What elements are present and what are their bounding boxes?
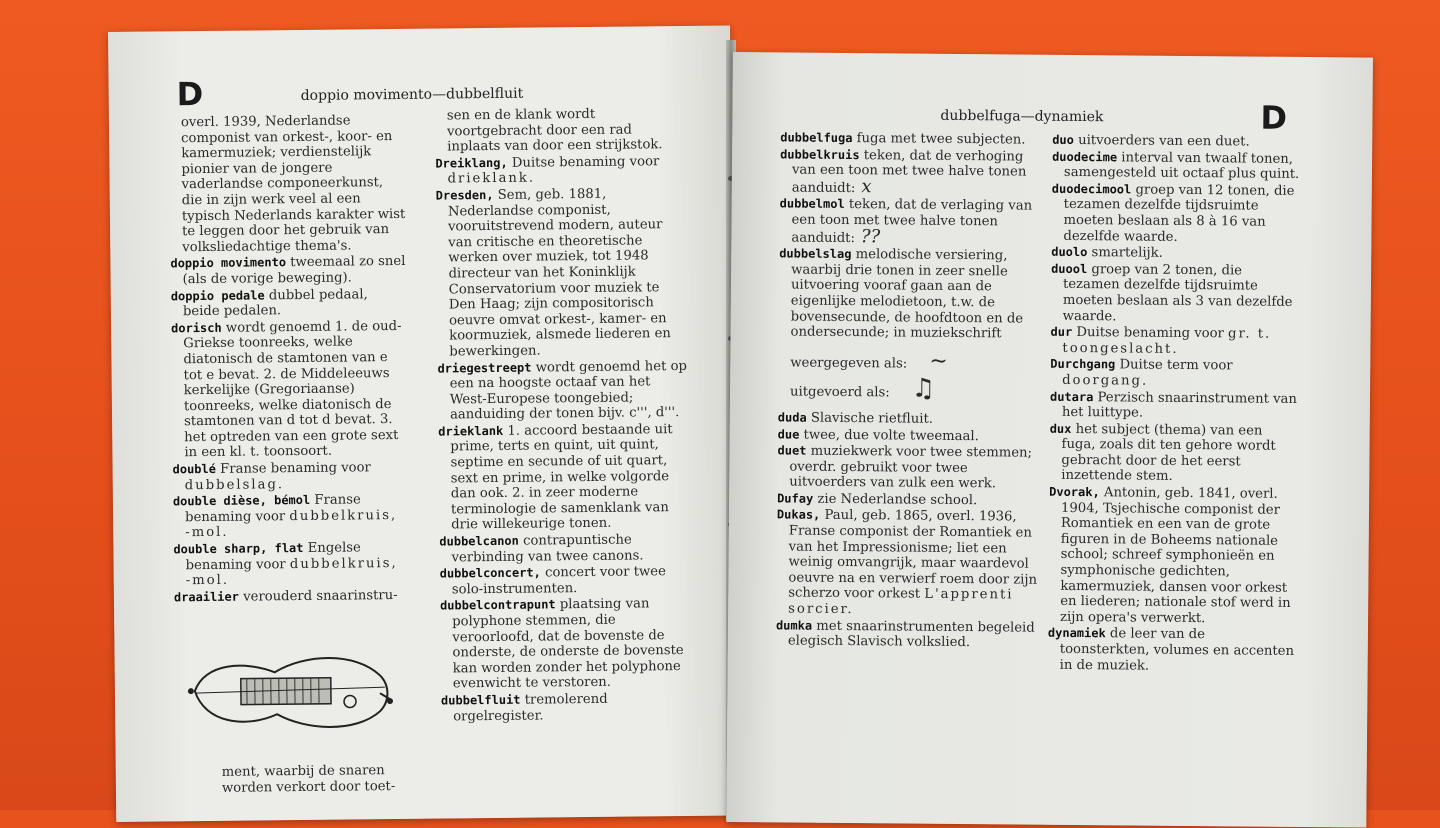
- entry-headword: dur: [1051, 325, 1073, 339]
- entry-text: Sem, geb. 1881, Nederlandse componist, vooruitstrevend modern, auteur van critische en theoretische werken over muziek, tot 1948 directeur van het Koninklijk Conservatorium voor muziek te Den Haag; zijn compositorisch oeuvre omvat orkest-, kamer- en koormuziek, alsmede liederen en bewerkingen.: [448, 187, 671, 360]
- entry-text: smartelijk.: [1092, 245, 1163, 261]
- entry-spaced-term: dubbelkruis, -mol.: [185, 508, 397, 541]
- dictionary-entry: [1052, 149, 1300, 182]
- dictionary-entry: [776, 508, 1039, 619]
- dictionary-entry: [1048, 485, 1297, 628]
- entry-text: interval van twaalf tonen, samengesteld uit octaaf plus quint.: [1064, 150, 1299, 182]
- entry-text: de leer van de toonsterkten, volumes en accenten in de muziek.: [1060, 627, 1294, 674]
- entry-text: Slavische rietfluit.: [811, 411, 933, 427]
- entry-headword: duo: [1052, 133, 1074, 147]
- dictionary-entry: [1049, 421, 1298, 486]
- entry-headword: duool: [1051, 262, 1087, 276]
- entry-headword: duda: [778, 410, 807, 424]
- running-head: dubbelfuga—dynamiek: [940, 108, 1103, 125]
- dictionary-entry: [778, 410, 1040, 428]
- entry-headword: Durchgang: [1050, 357, 1115, 372]
- entry-headword: dumka: [776, 618, 812, 632]
- entry-headword: drieklank: [438, 424, 503, 439]
- dictionary-entry: [438, 422, 689, 534]
- hurdy-gurdy-illustration: [184, 641, 395, 741]
- entry-text: Duitse benaming voor: [512, 154, 660, 171]
- entry-text: Paul, geb. 1865, overl. 1936, Franse componist der Romantiek en van het Impressionisme; liet een weinig omvangrijk, maar waardevol oeuvre na en verwierf roem door zijn scherzo voor orkest: [788, 508, 1037, 602]
- dictionary-entry: [1048, 626, 1296, 675]
- entry-text: teken, dat de verhoging van een toon met twee halve tonen aanduidt:: [792, 148, 1027, 196]
- entry-text: tweemaal zo snel (als de vorige beweging).: [183, 254, 406, 287]
- entry-text: tremolerend orgelregister.: [453, 692, 608, 724]
- dictionary-entry: [1051, 182, 1300, 247]
- left-column-1: [169, 113, 410, 607]
- entry-spaced-term: L'apprenti sorcier.: [788, 587, 1013, 617]
- entry-text: overl. 1939, Nederlandse componist van orkest-, koor- en kamermuziek; verdienstelijk pionier van de jongere vaderlandse componeerkunst, die in zijn werk veel al een typisch Nederlands karakter wist te leggen door het gebruik van volksliedachtige thema's.: [181, 113, 405, 255]
- entry-headword: dubbelmol: [780, 197, 845, 212]
- entry-spaced-term: dubbelslag.: [185, 477, 284, 493]
- dictionary-entry: [436, 186, 688, 360]
- dictionary-entry: [777, 443, 1039, 492]
- entry-text: fuga met twee subjecten.: [857, 131, 1026, 147]
- section-letter: D: [176, 75, 203, 113]
- entry-headword: double dièse, bémol: [173, 493, 310, 508]
- entry-headword: dubbelcanon: [439, 534, 519, 549]
- left-column-1-continued: ment, waarbij de snaren worden verkort door toet-: [210, 763, 410, 797]
- entry-headword: draailier: [174, 589, 239, 604]
- dictionary-entry: [1050, 389, 1298, 422]
- dictionary-entry: [435, 154, 685, 188]
- entry-text: muziekwerk voor twee stemmen; overdr. gebruikt voor twee uitvoerders van zulk een werk.: [789, 444, 1032, 492]
- entry-text: verouderd snaarinstru-: [243, 588, 398, 605]
- entry-spaced-term: gr. t. toongeslacht.: [1062, 326, 1271, 356]
- entry-text: wordt genoemd 1. de oud-Griekse toonreeks, welke diatonisch de stamtonen van e tot e bevat. 2. de Middeleeuws kerkelijke (Gregoriaanse) toonreeks, welke diatonisch de stamtonen van d tot d bevat. 3. het optreden van een grote sext in een kl. t. toonsoort.: [183, 319, 401, 461]
- dictionary-entry: [1051, 245, 1299, 263]
- entry-headword: Dresden,: [436, 188, 494, 203]
- left-column-2: [435, 106, 691, 726]
- example-label: uitgevoerd als:: [790, 385, 890, 401]
- left-page: [108, 25, 738, 821]
- entry-headword: dux: [1050, 421, 1072, 435]
- dictionary-entry: [1052, 133, 1300, 151]
- dictionary-entry: [779, 197, 1041, 248]
- entry-headword: dubbelfluit: [441, 693, 521, 708]
- entry-headword: dorisch: [171, 321, 222, 336]
- entry-headword: driegestreept: [437, 360, 531, 375]
- entry-headword: Dufay: [777, 491, 813, 505]
- entry-text: melodische versiering, waarbij drie tonen in zeer snelle uitvoering vooraf gaan aan de eigenlijke melodietoon, t.w. de bovensecunde, de hoofdtoon en de ondersecunde; in muziekschrift: [790, 247, 1023, 341]
- dictionary-entry: [777, 491, 1039, 509]
- dictionary-entry: [778, 427, 1040, 445]
- entry-headword: dubbelconcert,: [440, 566, 541, 581]
- entry-spaced-term: doorgang.: [1062, 373, 1148, 389]
- entry-spaced-term: drieklank.: [447, 171, 535, 187]
- music-symbol: ??: [873, 229, 880, 245]
- dictionary-entry: [174, 588, 410, 606]
- entry-text: Franse benaming voor: [185, 493, 361, 525]
- entry-text: contrapuntische verbinding van twee canons.: [451, 533, 643, 565]
- entry-text: twee, due volte tweemaal.: [803, 427, 978, 444]
- dictionary-entry: [437, 358, 688, 423]
- right-column-1: [776, 130, 1043, 652]
- entry-text: uitvoerders van een duet.: [1078, 133, 1250, 149]
- entry-text: Duitse benaming voor: [1076, 325, 1224, 341]
- dictionary-entry: [173, 540, 409, 589]
- right-column-2: [1048, 133, 1301, 676]
- entry-text: 1. accoord bestaande uit prime, terts en quint, uit quint, septime en secunde of uit quart, sext en prime, in welke volgorde dan ook. 2. in zeer moderne terminologie de samenklank van drie willekeurige tonen.: [450, 422, 672, 533]
- entry-text: sen en de klank wordt voortgebracht door een rad inplaats van door een strijkstok.: [447, 107, 663, 155]
- entry-headword: duodecimool: [1052, 182, 1132, 197]
- dictionary-entry: [1051, 262, 1300, 327]
- entry-text: plaatsing van polyphone stemmen, die veroorloofd, dat de bovenste de onderste, de onderste de bovenste kan worden zonder het polyphone evenwicht te verstoren.: [452, 597, 684, 692]
- entry-headword: dubbelkruis: [780, 147, 860, 162]
- dictionary-entry: [780, 147, 1042, 198]
- right-page: [726, 52, 1373, 828]
- section-letter: D: [1260, 99, 1287, 137]
- entry-text: met snaarinstrumenten begeleid elegisch Slavisch volkslied.: [788, 618, 1035, 650]
- dictionary-entry: [439, 532, 689, 566]
- entry-text: groep van 2 tonen, die tezamen dezelfde tijdsruimte moeten beslaan als 3 van dezelfde waarde.: [1063, 262, 1293, 324]
- running-head: doppio movimento—dubbelfluit: [301, 86, 524, 104]
- entry-headword: double sharp, flat: [173, 541, 303, 556]
- entry-headword: due: [778, 427, 800, 441]
- dictionary-entry: [776, 618, 1038, 651]
- entry-headword: doublé: [173, 462, 217, 476]
- dictionary-entry: [171, 286, 407, 320]
- entry-headword: doppio movimento: [170, 255, 286, 270]
- entry-spaced-term: dubbelkruis, -mol.: [186, 556, 398, 589]
- dictionary-entry: [1050, 325, 1298, 358]
- entry-headword: dubbelfuga: [780, 130, 852, 145]
- dictionary-entry: [440, 564, 690, 598]
- dictionary-entry: [169, 113, 406, 256]
- dictionary-entry: [173, 492, 409, 541]
- dictionary-entry: [441, 691, 691, 725]
- dictionary-entry: [778, 247, 1041, 343]
- entry-headword: dynamiek: [1048, 626, 1106, 641]
- entry-text: Duitse term voor: [1119, 358, 1232, 374]
- entry-text: groep van 12 tonen, die tezamen dezelfde tijdsruimte moeten beslaan als 8 à 16 van dezelfde waarde.: [1063, 182, 1294, 244]
- dictionary-entry: [173, 460, 409, 494]
- dictionary-entry: [780, 130, 1042, 148]
- entry-text: Engelse benaming voor: [186, 540, 361, 572]
- dictionary-entry: [1050, 357, 1298, 390]
- dictionary-entry: [170, 254, 406, 288]
- example-label: weergegeven als:: [790, 355, 907, 371]
- entry-text: teken, dat de verlaging van een toon met twee halve tonen aanduidt:: [791, 197, 1032, 245]
- entry-headword: Dvorak,: [1049, 485, 1100, 499]
- music-symbol: ♫: [912, 382, 935, 398]
- entry-text: wordt genoemd het op een na hoogste octaaf van het West-Europese toongebied; aanduiding der tonen bijv. c''', d'''.: [450, 358, 687, 422]
- dictionary-entry: [435, 106, 685, 155]
- dictionary-entry: [440, 596, 691, 692]
- dictionary-entry: [171, 319, 408, 462]
- entry-text: zie Nederlandse school.: [817, 492, 977, 508]
- entry-headword: dubbelcontrapunt: [440, 598, 556, 613]
- entry-headword: Dreiklang,: [435, 156, 507, 171]
- music-symbol: ~: [929, 353, 948, 369]
- entry-headword: dutara: [1050, 389, 1093, 403]
- uitgevoerd-example: [778, 381, 1040, 403]
- weergegeven-example: [778, 352, 1040, 373]
- entry-headword: doppio pedale: [171, 288, 265, 303]
- entry-text: Franse benaming voor: [220, 460, 371, 477]
- entry-headword: dubbelslag: [779, 247, 851, 262]
- entry-text: dubbel pedaal, beide pedalen.: [183, 287, 368, 320]
- entry-headword: duet: [777, 443, 806, 457]
- entry-headword: Dukas,: [777, 508, 820, 522]
- entry-text: Perzisch snaarinstrument van het luittype.: [1062, 390, 1297, 421]
- entry-text: het subject (thema) van een fuga, zoals dit ten gehore wordt gebracht door de het eerst inzettende stem.: [1061, 422, 1276, 485]
- entry-headword: duodecime: [1052, 149, 1117, 164]
- entry-text: concert voor twee solo-instrumenten.: [452, 564, 666, 597]
- entry-headword: duolo: [1051, 245, 1087, 259]
- entry-text: Antonin, geb. 1841, overl. 1904, Tsjechische componist der Romantiek en een van de grote figuren in de Boheems nationale school; schreef symphonieën en symphonische gedichten, kamermuziek, dansen voor orkest en liederen; nationale stof werd in zijn opera's verwerkt.: [1060, 485, 1291, 626]
